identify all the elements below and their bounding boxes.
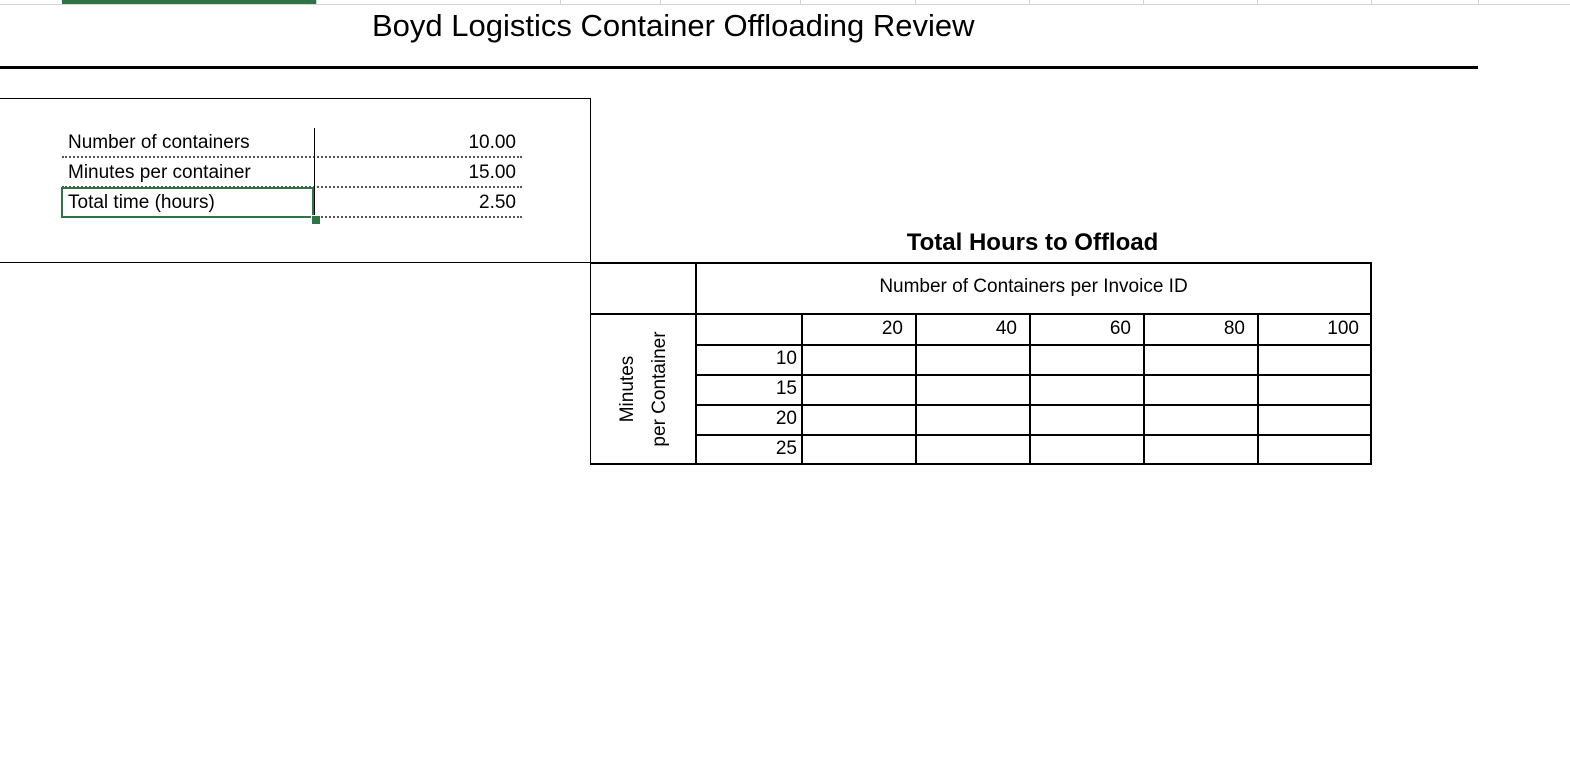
active-cell-selection[interactable]	[61, 187, 314, 218]
table-title: Total Hours to Offload	[906, 229, 1159, 256]
grid-column-line	[915, 314, 917, 464]
input-label: Total time (hours)	[68, 192, 215, 213]
grid-row-line	[696, 374, 1371, 376]
row-header-cell[interactable]: 20	[775, 408, 797, 429]
column-header-tick	[1478, 0, 1479, 4]
row-caption	[596, 314, 692, 464]
input-box-top-border	[0, 98, 591, 99]
table-caption-bottom	[590, 313, 1372, 315]
column-header-tick	[660, 0, 661, 4]
input-row-containers[interactable]	[62, 128, 522, 158]
input-column-divider	[314, 128, 315, 218]
column-header-tick	[316, 0, 317, 4]
column-header-tick	[1371, 0, 1372, 4]
input-value[interactable]: 2.50	[479, 192, 516, 213]
selected-column-indicator	[62, 0, 316, 4]
column-header-tick	[1257, 0, 1258, 4]
row-header-cell[interactable]: 25	[775, 438, 797, 459]
input-row-minutes[interactable]	[62, 158, 522, 188]
grid-row-line	[696, 434, 1371, 436]
grid-row-line	[696, 404, 1371, 406]
input-value[interactable]: 15.00	[468, 162, 516, 183]
input-box-right-border	[590, 98, 591, 464]
grid-column-line	[1029, 314, 1031, 464]
column-header-tick	[1143, 0, 1144, 4]
grid-column-line	[1143, 314, 1145, 464]
table-bottom-border	[590, 463, 1372, 465]
column-header-cell[interactable]: 40	[995, 318, 1017, 339]
column-header-tick	[560, 0, 561, 4]
grid-column-line	[1257, 314, 1259, 464]
fill-handle[interactable]	[311, 215, 321, 225]
column-header-cell[interactable]: 20	[881, 318, 903, 339]
column-header-tick	[915, 0, 916, 4]
column-header-tick	[1029, 0, 1030, 4]
page-title: Boyd Logistics Container Offloading Review	[372, 8, 975, 43]
row-caption-line2: per Container	[649, 331, 670, 447]
column-caption: Number of Containers per Invoice ID	[879, 276, 1188, 297]
row-header-cell[interactable]: 10	[775, 348, 797, 369]
row-header-cell[interactable]: 15	[775, 378, 797, 399]
row-caption-line1: Minutes	[617, 355, 638, 423]
table-top-border	[590, 262, 1371, 264]
grid-row-line	[696, 344, 1371, 346]
column-header-cell[interactable]: 80	[1223, 318, 1245, 339]
title-underline	[0, 66, 1478, 69]
column-header-cell[interactable]: 100	[1327, 318, 1359, 339]
input-label: Minutes per container	[68, 162, 251, 183]
column-header-tick	[800, 0, 801, 4]
input-label: Number of containers	[68, 132, 250, 153]
column-header-cell[interactable]: 60	[1109, 318, 1131, 339]
input-value[interactable]: 10.00	[468, 132, 516, 153]
